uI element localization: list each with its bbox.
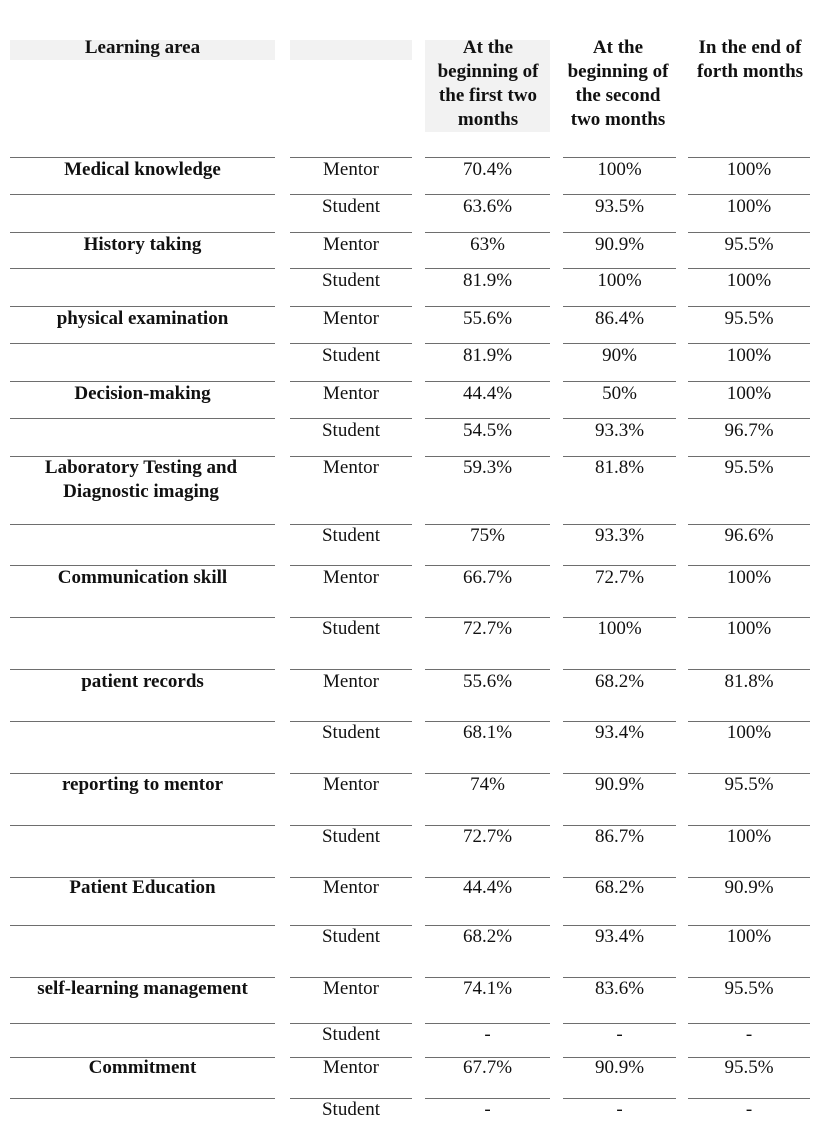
value-first-two-months: 68.1% <box>462 722 513 743</box>
row-divider <box>10 1098 275 1099</box>
learning-area-label: patient records <box>81 671 204 692</box>
value-end-fourth-month: 100% <box>726 826 772 847</box>
value-end-fourth-month: 96.6% <box>724 525 774 546</box>
role-label: Mentor <box>323 457 379 478</box>
header-col-end-fourth-month: In the end of forth months <box>696 37 804 82</box>
value-first-two-months: 44.4% <box>462 877 513 898</box>
value-second-two-months: - <box>616 1024 623 1045</box>
row-divider <box>10 524 275 525</box>
role-label: Student <box>321 826 381 847</box>
value-second-two-months: 100% <box>597 159 642 180</box>
value-second-two-months: 90.9% <box>594 774 645 795</box>
value-second-two-months: 86.7% <box>594 826 645 847</box>
learning-area-label: Medical knowledge <box>64 159 221 180</box>
value-first-two-months: 81.9% <box>462 345 513 366</box>
role-label: Mentor <box>323 234 379 255</box>
row-divider <box>10 721 275 722</box>
row-divider <box>10 825 275 826</box>
role-label: Student <box>321 1099 381 1120</box>
value-end-fourth-month: 100% <box>726 567 772 588</box>
role-label: Mentor <box>323 308 379 329</box>
value-end-fourth-month: 95.5% <box>724 457 774 478</box>
value-first-two-months: 72.7% <box>462 826 513 847</box>
learning-area-label: self-learning management <box>37 978 248 999</box>
role-label: Student <box>321 722 381 743</box>
learning-area-label: Laboratory Testing and Diagnostic imaging <box>44 457 238 502</box>
value-second-two-months: 72.7% <box>594 567 645 588</box>
value-second-two-months: 86.4% <box>594 308 645 329</box>
header-col-first-two-months: At the beginning of the first two months <box>437 37 539 130</box>
learning-area-label: reporting to mentor <box>61 774 224 795</box>
value-end-fourth-month: 100% <box>726 159 772 180</box>
row-divider <box>10 343 275 344</box>
value-end-fourth-month: - <box>745 1099 753 1120</box>
value-end-fourth-month: 100% <box>726 383 772 404</box>
value-end-fourth-month: 100% <box>726 722 772 743</box>
value-second-two-months: 93.3% <box>594 420 645 441</box>
value-second-two-months: 90.9% <box>594 1057 645 1078</box>
value-first-two-months: 81.9% <box>462 270 513 291</box>
header-col-second-two-months: At the beginning of the second two months <box>567 37 669 130</box>
value-first-two-months: 75% <box>470 525 505 546</box>
role-label: Mentor <box>323 877 379 898</box>
role-label: Mentor <box>323 671 379 692</box>
row-divider <box>10 268 275 269</box>
value-first-two-months: 44.4% <box>462 383 513 404</box>
value-first-two-months: 55.6% <box>462 308 513 329</box>
role-label: Mentor <box>323 383 379 404</box>
value-second-two-months: 50% <box>602 383 637 404</box>
learning-area-label: Decision-making <box>74 383 211 404</box>
role-label: Mentor <box>323 1057 379 1078</box>
value-first-two-months: - <box>484 1099 491 1120</box>
role-label: Student <box>321 1024 381 1045</box>
role-label: Student <box>321 420 381 441</box>
role-label: Student <box>321 270 381 291</box>
learning-area-label: History taking <box>83 234 202 255</box>
row-divider <box>10 1023 275 1024</box>
value-first-two-months: 74.1% <box>462 978 513 999</box>
value-second-two-months: 68.2% <box>594 671 645 692</box>
role-label: Mentor <box>323 159 379 180</box>
value-first-two-months: 59.3% <box>462 457 513 478</box>
value-first-two-months: 68.2% <box>462 926 513 947</box>
row-divider <box>10 418 275 419</box>
value-end-fourth-month: 100% <box>726 270 772 291</box>
learning-area-label: Communication skill <box>57 567 228 588</box>
value-second-two-months: 100% <box>597 270 642 291</box>
value-second-two-months: 81.8% <box>594 457 645 478</box>
value-end-fourth-month: 95.5% <box>724 1057 774 1078</box>
role-label: Student <box>321 525 381 546</box>
value-second-two-months: 93.4% <box>594 926 645 947</box>
value-end-fourth-month: - <box>745 1024 753 1045</box>
value-end-fourth-month: 95.5% <box>724 308 774 329</box>
value-end-fourth-month: 95.5% <box>724 774 774 795</box>
value-first-two-months: 74% <box>470 774 505 795</box>
value-second-two-months: 93.4% <box>594 722 645 743</box>
row-divider <box>10 925 275 926</box>
value-first-two-months: 70.4% <box>462 159 513 180</box>
value-second-two-months: 68.2% <box>594 877 645 898</box>
value-first-two-months: 63.6% <box>462 196 513 217</box>
value-second-two-months: 93.3% <box>594 525 645 546</box>
role-label: Mentor <box>323 774 379 795</box>
value-end-fourth-month: 96.7% <box>724 420 774 441</box>
value-end-fourth-month: 100% <box>726 926 772 947</box>
value-end-fourth-month: 100% <box>726 196 772 217</box>
role-label: Student <box>321 618 381 639</box>
value-first-two-months: 67.7% <box>462 1057 513 1078</box>
value-second-two-months: - <box>616 1099 623 1120</box>
learning-area-label: physical examination <box>56 308 229 329</box>
value-end-fourth-month: 95.5% <box>724 234 774 255</box>
value-first-two-months: 72.7% <box>462 618 513 639</box>
value-first-two-months: 63% <box>470 234 505 255</box>
row-divider <box>10 617 275 618</box>
value-end-fourth-month: 100% <box>726 618 772 639</box>
value-first-two-months: - <box>484 1024 491 1045</box>
role-label: Student <box>321 196 381 217</box>
value-end-fourth-month: 90.9% <box>724 877 774 898</box>
value-end-fourth-month: 100% <box>726 345 772 366</box>
value-end-fourth-month: 95.5% <box>724 978 774 999</box>
role-label: Student <box>321 926 381 947</box>
header-tint-role <box>290 40 412 60</box>
role-label: Student <box>321 345 381 366</box>
value-first-two-months: 66.7% <box>462 567 513 588</box>
row-divider <box>10 194 275 195</box>
learning-area-label: Patient Education <box>69 877 216 898</box>
header-learning-area: Learning area <box>84 37 201 58</box>
value-end-fourth-month: 81.8% <box>724 671 774 692</box>
value-second-two-months: 90.9% <box>594 234 645 255</box>
value-second-two-months: 90% <box>602 345 637 366</box>
value-second-two-months: 93.5% <box>594 196 645 217</box>
value-first-two-months: 55.6% <box>462 671 513 692</box>
value-second-two-months: 100% <box>597 618 642 639</box>
value-second-two-months: 83.6% <box>594 978 645 999</box>
role-label: Mentor <box>323 978 379 999</box>
learning-area-label: Commitment <box>88 1057 197 1078</box>
role-label: Mentor <box>323 567 379 588</box>
value-first-two-months: 54.5% <box>462 420 513 441</box>
